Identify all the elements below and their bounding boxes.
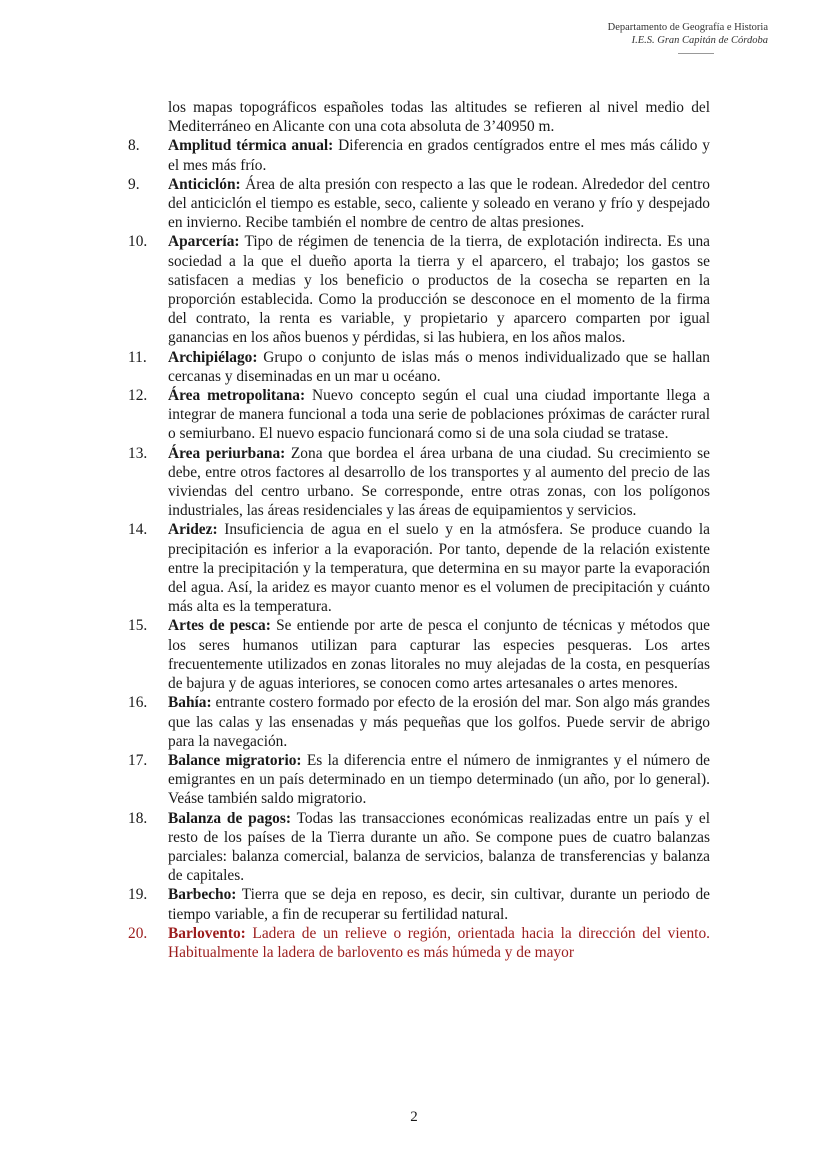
entry-number: 19.	[128, 886, 148, 904]
glossary-entry	[128, 232, 710, 347]
entry-definition: Área de alta presión con respecto a las que le rodean. Alrededor del centro del anticiclón el tiempo es estable, seco, caliente y soleado en verano y frío y despejado en invierno. Recibe también el nombre de centro de altas presiones.	[168, 175, 710, 232]
entry-term: Balanza de pagos:	[168, 809, 291, 827]
entry-definition: Insuficiencia de agua en el suelo y en la atmósfera. Se produce cuando la precipitación es inferior a la evaporación. Por tanto, depende de la relación existente entre la precipitación y la temperatura, que determina en su mayor parte la evaporación del agua. Así, la aridez es mayor cuanto menor es el volumen de precipitación y cuánto más alta es la temperatura.	[168, 521, 710, 616]
entry-definition: Diferencia en grados centígrados entre el mes más cálido y el mes más frío.	[168, 137, 710, 174]
glossary-entry	[128, 616, 710, 693]
page-header	[608, 21, 768, 54]
entry-number: 20.	[128, 924, 148, 942]
entry-number: 18.	[128, 809, 148, 827]
entry-term: Bahía:	[168, 694, 212, 712]
entry-term: Anticiclón:	[168, 175, 241, 193]
entry-number: 14.	[128, 521, 148, 539]
glossary-entry	[128, 136, 710, 174]
entry-term: Archipiélago:	[168, 348, 258, 366]
entry-definition: Todas las transacciones económicas realizadas entre un país y el resto de los países de la Tierra durante un año. Se compone pues de cuatro balanzas parciales: balanza comercial, balanza de servicios, balanza de transferencias y balanza de capitales.	[168, 809, 710, 885]
entry-number: 10.	[128, 233, 148, 251]
entry-term: Artes de pesca:	[168, 617, 271, 635]
entry-definition: Se entiende por arte de pesca el conjunto de técnicas y métodos que los seres humanos utilizan para capturar las especies pesqueras. Los artes frecuentemente utilizados en zonas litorales no muy alejadas de la costa, en pesquerías de bajura y de aguas interiores, se conocen como artes artesanales o artes menores.	[168, 617, 711, 693]
entry-number: 13.	[128, 444, 148, 462]
continuation-paragraph: los mapas topográficos españoles todas las altitudes se refieren al nivel medio del Mediterráneo en Alicante con una cota absoluta de 3’40950 m.	[168, 99, 710, 136]
entry-number: 9.	[128, 175, 140, 193]
glossary-entry	[128, 809, 710, 886]
entry-term: Área periurbana:	[168, 444, 286, 462]
entry-number: 15.	[128, 617, 148, 635]
entry-definition: Nuevo concepto según el cual una ciudad importante llega a integrar de manera funcional a toda una serie de poblaciones próximas de carácter rural o semiurbano. El nuevo espacio funcionará como si de una sola ciudad se tratase.	[168, 387, 710, 443]
entry-definition: Grupo o conjunto de islas más o menos individualizado que se hallan cercanas y diseminadas en un mar u océano.	[168, 348, 710, 385]
entry-term: Amplitud térmica anual:	[168, 137, 334, 155]
entry-definition: Ladera de un relieve o región, orientada hacia la dirección del viento. Habitualmente la ladera de barlovento es más húmeda y de mayor	[168, 924, 710, 961]
page-number: 2	[410, 1109, 418, 1125]
entry-number: 16.	[128, 694, 148, 712]
glossary-entry	[128, 924, 710, 962]
entry-term: Balance migratorio:	[168, 751, 302, 769]
entry-number: 12.	[128, 387, 148, 405]
department-name: Departamento de Geografía e Historia	[607, 22, 768, 33]
entry-term: Aridez:	[168, 521, 218, 539]
entry-term: Área metropolitana:	[168, 387, 306, 405]
entry-term: Aparcería:	[168, 233, 240, 251]
entry-number: 8.	[128, 137, 140, 155]
entry-definition: Tierra que se deja en reposo, es decir, sin cultivar, durante un periodo de tiempo variable, a fin de recuperar su fertilidad natural.	[168, 886, 710, 923]
entry-number: 17.	[128, 751, 148, 769]
entry-definition: Zona que bordea el área urbana de una ciudad. Su crecimiento se debe, entre otros factores al desarrollo de los transportes y al aumento del precio de las viviendas del centro urbano. Se corresponde, entre otras zonas, con los polígonos industriales, las áreas residenciales y las áreas de equipamientos y servicios.	[168, 444, 710, 520]
entry-definition: entrante costero formado por efecto de la erosión del mar. Son algo más grandes que las calas y las ensenadas y más pequeñas que los golfos. Puede servir de abrigo para la navegación.	[168, 694, 710, 750]
glossary-entry	[128, 444, 710, 521]
glossary-entry	[128, 520, 710, 616]
glossary-entry	[128, 386, 710, 444]
glossary-entry	[128, 175, 710, 233]
glossary-entry	[128, 348, 710, 386]
entry-definition: Es la diferencia entre el número de inmigrantes y el número de emigrantes en un país determinado en un tiempo determinado (un año, por lo general). Veáse también saldo migratorio.	[168, 751, 710, 808]
school-name: I.E.S. Gran Capitán de Córdoba	[631, 35, 768, 46]
entry-term: Barlovento:	[168, 924, 246, 942]
glossary-body	[128, 98, 710, 962]
glossary-entry	[128, 751, 710, 809]
glossary-entry	[128, 693, 710, 751]
entry-definition: Tipo de régimen de tenencia de la tierra, de explotación indirecta. Es una sociedad a la que el dueño aporta la tierra y el aparcero, el trabajo; los gastos se satisfacen a medias y los beneficio o productos de la cosecha se reparten en la proporción establecida. Como la producción se desconoce en el momento de la firma del contrato, la renta es variable, y propietario y aparcero comparten por igual ganancias en los años buenos y pérdidas, si las hubiera, en los años malos.	[168, 233, 710, 347]
entry-number: 11.	[128, 348, 147, 366]
entry-term: Barbecho:	[168, 886, 237, 904]
glossary-list	[128, 136, 710, 962]
glossary-entry	[128, 885, 710, 923]
header-rule	[678, 53, 714, 54]
